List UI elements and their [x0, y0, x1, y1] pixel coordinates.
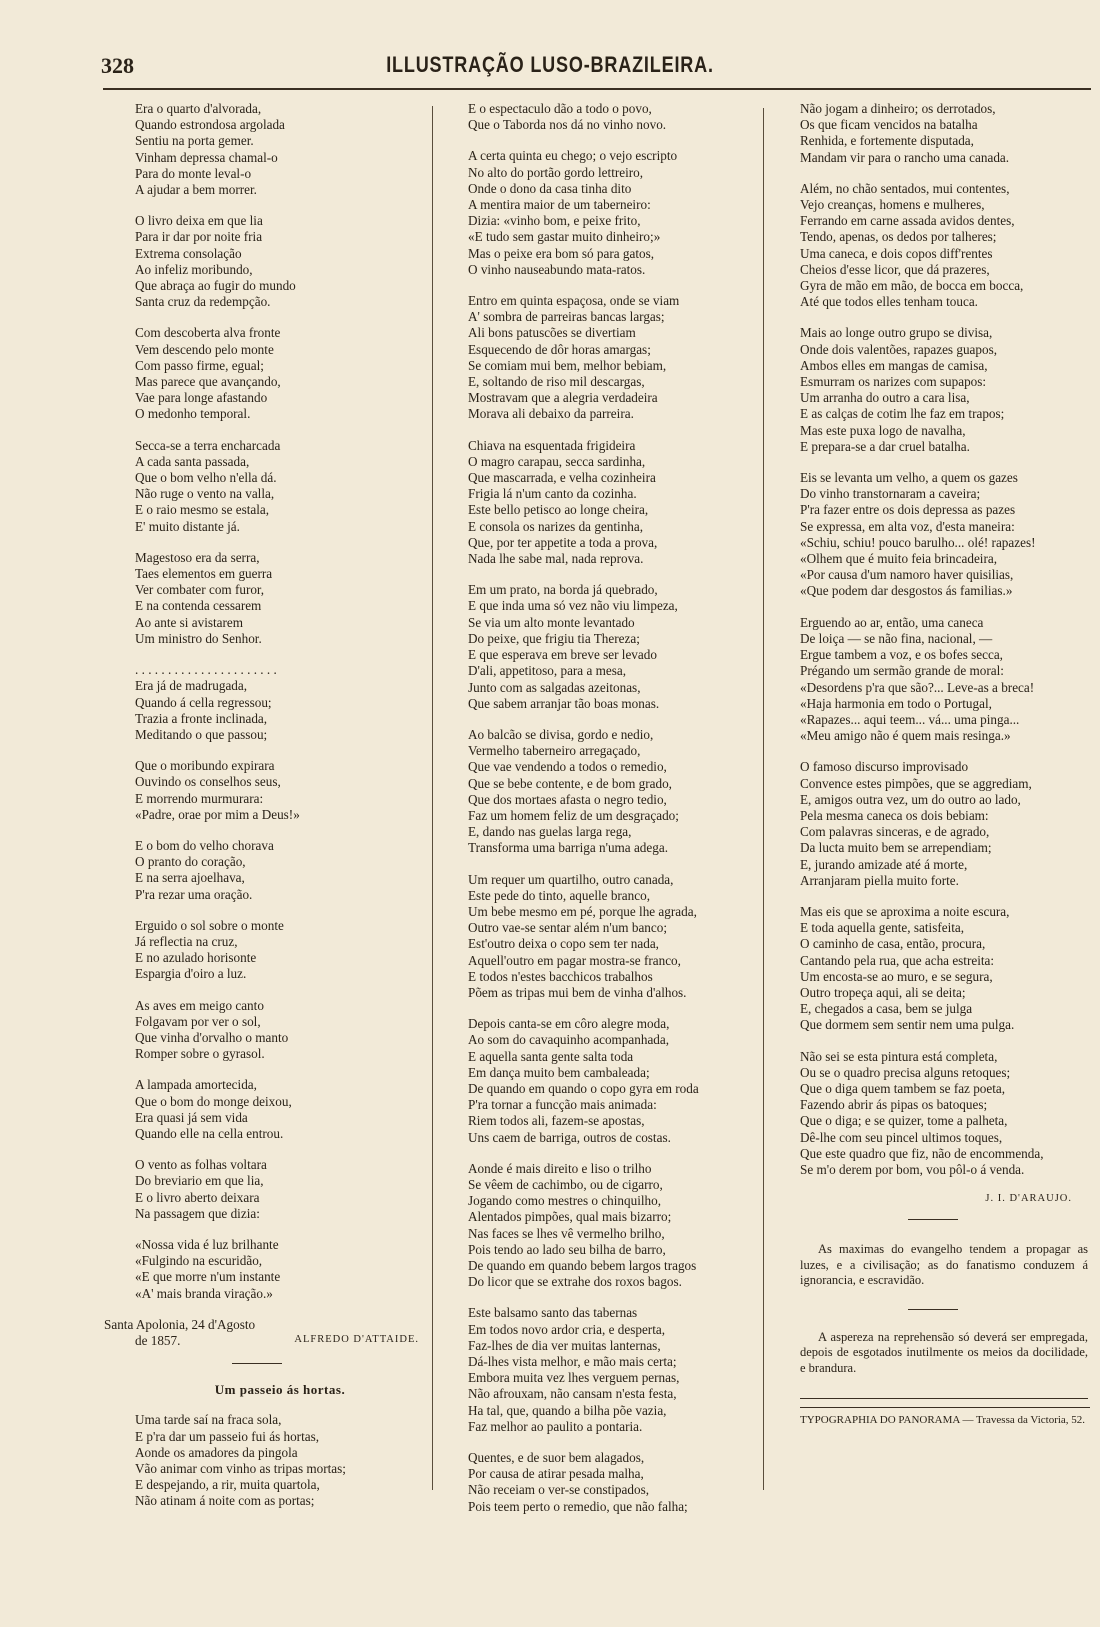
verse-line: «Schiu, schiu! pouco barulho... olé! rapazes!: [800, 534, 1036, 550]
verse-line: Este pede do tinto, aquelle branco,: [468, 887, 650, 903]
verse-line: Onde o dono da casa tinha dito: [468, 180, 632, 196]
stanza: [135, 213, 425, 310]
verse-line: Quando á cella regressou;: [135, 694, 272, 710]
stanza: [468, 872, 758, 1002]
verse-line: Fazendo abrir ás pipas os batoques;: [800, 1097, 988, 1113]
stanza: [800, 101, 1090, 166]
verse-line: «Por causa d'um namoro haver quisilias,: [800, 567, 1014, 583]
verse-line: Quando elle na cella entrou.: [135, 1125, 284, 1141]
poem-2-signature: J. I. D'ARAUJO.: [985, 1193, 1072, 1205]
verse-line: Aonde é mais direito e liso o trilho: [468, 1160, 652, 1176]
verse-line: E' muito distante já.: [135, 518, 240, 534]
verse-line: A mentira maior de um taberneiro:: [468, 197, 651, 213]
verse-line: Se comiam mui bem, melhor bebiam,: [468, 357, 667, 373]
verse-line: Um encosta-se ao muro, e se segura,: [800, 968, 993, 984]
verse-line: Se vêem de cachimbo, ou de cigarro,: [468, 1176, 663, 1192]
verse-line: Já reflectia na cruz,: [135, 933, 238, 949]
section-rule: [232, 1363, 282, 1364]
verse-line: P'ra tornar a funcção mais animada:: [468, 1097, 657, 1113]
verse-line: Em dança muito bem cambaleada;: [468, 1064, 650, 1080]
verse-line: P'ra rezar uma oração.: [135, 886, 253, 902]
verse-line: As aves em meigo canto: [135, 997, 264, 1013]
verse-line: Alentados pimpões, qual mais bizarro;: [468, 1209, 672, 1225]
poem-2-continuation: [468, 101, 758, 1515]
verse-line: Pois tendo ao lado seu bilha de barro,: [468, 1241, 666, 1257]
verse-line: O pranto do coração,: [135, 854, 246, 870]
verse-line: Tendo, apenas, os dedos por talheres;: [800, 229, 997, 245]
verse-line: Gyra de mão em mão, de bocca em bocca,: [800, 278, 1024, 294]
verse-line: P'ra fazer entre os dois depressa as pazes: [800, 502, 1016, 518]
verse-line: E na serra ajoelhava,: [135, 870, 245, 886]
verse-line: Para do monte leval-o: [135, 165, 252, 181]
verse-line: Não afrouxam, não cansam n'esta festa,: [468, 1386, 677, 1402]
verse-line: Embora muita vez lhes verguem pernas,: [468, 1370, 680, 1386]
verse-line: E todos n'estes bacchicos trabalhos: [468, 968, 653, 984]
dateline-place: Santa Apolonia, 24 d'Agosto: [104, 1316, 256, 1332]
verse-line: Os que ficam vencidos na batalha: [800, 117, 978, 133]
verse-line: «E tudo sem gastar muito dinheiro;»: [468, 229, 661, 245]
verse-line: Est'outro deixa o copo sem ter nada,: [468, 936, 659, 952]
verse-line: Da lucta muito bem se arrependiam;: [800, 840, 992, 856]
verse-line: E, soltando de riso mil descargas,: [468, 374, 645, 390]
verse-line: Mas eis que se aproxima a noite escura,: [800, 903, 1010, 919]
verse-line: Do licor que se extrahe dos roxos bagos.: [468, 1274, 682, 1290]
verse-line: Dê-lhe com seu pincel ultimos toques,: [800, 1129, 1003, 1145]
verse-line: Vinham depressa chamal-o: [135, 149, 278, 165]
verse-line: Ou se o quadro precisa alguns retoques;: [800, 1064, 1011, 1080]
verse-line: E que esperava em breve ser levado: [468, 647, 657, 663]
verse-line: «Que podem dar desgostos ás familias.»: [800, 583, 1013, 599]
verse-line: Magestoso era da serra,: [135, 549, 260, 565]
verse-line: E o espectaculo dão a todo o povo,: [468, 101, 652, 116]
page-header: [0, 0, 1100, 92]
printer-imprint: TYPOGRAPHIA DO PANORAMA — Travessa da Victoria, 52.: [800, 1407, 1090, 1428]
verse-line: Vermelho taberneiro arregaçado,: [468, 743, 641, 759]
stanza: [135, 838, 425, 903]
verse-line: Mas parece que avançando,: [135, 374, 281, 390]
stanza: [468, 438, 758, 568]
verse-line: Se expressa, em alta voz, d'esta maneira:: [800, 518, 1015, 534]
verse-line: Do breviario em que lia,: [135, 1173, 264, 1189]
verse-line: Jogando como mestres o chinquilho,: [468, 1193, 662, 1209]
verse-line: Com passo firme, egual;: [135, 357, 264, 373]
stanza: [135, 550, 425, 647]
stanza: [135, 325, 425, 422]
verse-line: Que sabem arranjar tão boas monas.: [468, 695, 660, 711]
verse-line: Outro tropeça aqui, ali se deita;: [800, 984, 966, 1000]
verse-line: Que o bom do monge deixou,: [135, 1093, 292, 1109]
verse-line: Eis se levanta um velho, a quem os gazes: [800, 470, 1018, 486]
verse-line: Ha tal, que, quando a bilha põe vazia,: [468, 1402, 667, 1418]
verse-line: Uns caem de barriga, outros de costas.: [468, 1129, 671, 1145]
verse-line: Um requer um quartilho, outro canada,: [468, 871, 674, 887]
verse-line: Que vae vendendo a todos o remedio,: [468, 759, 667, 775]
verse-line: Uma caneca, e dois copos diff'rentes: [800, 245, 993, 261]
verse-line: Mas o peixe era bom só para gatos,: [468, 245, 655, 261]
verse-line: Não ruge o vento na valla,: [135, 486, 275, 502]
verse-line: Que o diga quem tambem se faz poeta,: [800, 1080, 1006, 1096]
verse-line: Ali bons patuscões se divertiam: [468, 325, 636, 341]
verse-line: Vão animar com vinho as tripas mortas;: [135, 1461, 346, 1477]
verse-line: Que dos mortaes afasta o negro tedio,: [468, 791, 667, 807]
poem-2-conclusion: [800, 101, 1090, 1178]
verse-line: Quando estrondosa argolada: [135, 117, 285, 133]
verse-line: Que vinha d'orvalho o manto: [135, 1029, 289, 1045]
verse-line: Cantando pela rua, que acha estreita:: [800, 952, 995, 968]
stanza: [135, 662, 425, 743]
verse-line: Mas este puxa logo de navalha,: [800, 422, 966, 438]
verse-line: Por causa de atirar pesada malha,: [468, 1466, 644, 1482]
verse-line: Que, por ter appetite a toda a prova,: [468, 534, 658, 550]
column-2: [468, 101, 758, 1530]
verse-line: . . . . . . . . . . . . . . . . . . . . . .: [135, 662, 277, 678]
verse-line: Sentiu na porta gemer.: [135, 133, 254, 149]
stanza: [135, 918, 425, 983]
stanza: [468, 148, 758, 278]
verse-line: Vae para longe afastando: [135, 390, 268, 406]
verse-line: Que dormem sem sentir nem uma pulga.: [800, 1017, 1015, 1033]
verse-line: Vem descendo pelo monte: [135, 341, 274, 357]
dateline: [104, 1317, 255, 1349]
verse-line: Que abraça ao fugir do mundo: [135, 278, 296, 294]
verse-line: Mostravam que a alegria verdadeira: [468, 390, 658, 406]
verse-line: Ao ante si avistarem: [135, 614, 244, 630]
verse-line: Trazia a fronte inclinada,: [135, 710, 268, 726]
stanza: [135, 998, 425, 1063]
verse-line: O caminho de casa, então, procura,: [800, 936, 986, 952]
verse-line: E o bom do velho chorava: [135, 837, 274, 853]
verse-line: Extrema consolação: [135, 245, 242, 261]
stanza: [468, 1305, 758, 1435]
maxim-1: As maximas do evangelho tendem a propagar as luzes, e a civilisação; as do fanatismo conduzem á ignorancia, e escravidão.: [800, 1242, 1088, 1288]
verse-line: Era já de madrugada,: [135, 678, 248, 694]
verse-line: E as calças de cotim lhe faz em trapos;: [800, 406, 1005, 422]
verse-line: Em um prato, na borda já quebrado,: [468, 582, 658, 598]
verse-line: Além, no chão sentados, mui contentes,: [800, 180, 1010, 196]
verse-line: Este bello petisco ao longe cheira,: [468, 502, 649, 518]
stanza: [468, 101, 758, 133]
verse-line: Faz melhor ao paulito a pontaria.: [468, 1418, 643, 1434]
stanza: [800, 181, 1090, 311]
verse-line: Para ir dar por noite fria: [135, 229, 263, 245]
verse-line: «A' mais branda viração.»: [135, 1285, 273, 1301]
verse-line: A ajudar a bem morrer.: [135, 182, 257, 198]
verse-line: Junto com as salgadas azeitonas,: [468, 679, 641, 695]
verse-line: Dá-lhes vista melhor, e mão mais certa;: [468, 1354, 677, 1370]
verse-line: Vejo creanças, homens e mulheres,: [800, 197, 985, 213]
section-rule-3: [908, 1309, 958, 1310]
verse-line: Secca-se a terra encharcada: [135, 437, 281, 453]
verse-line: Não jogam a dinheiro; os derrotados,: [800, 101, 996, 116]
verse-line: O vinho nauseabundo mata-ratos.: [468, 261, 646, 277]
verse-line: No alto do portão gordo lettreiro,: [468, 164, 644, 180]
verse-line: E toda aquella gente, satisfeita,: [800, 920, 965, 936]
verse-line: A' sombra de parreiras bancas largas;: [468, 309, 665, 325]
poem-1-footer: [104, 1317, 419, 1349]
stanza: [800, 325, 1090, 455]
verse-line: E que inda uma só vez não viu limpeza,: [468, 598, 678, 614]
verse-line: De quando em quando o copo gyra em roda: [468, 1080, 699, 1096]
stanza: [468, 727, 758, 857]
column-1: [104, 101, 425, 1510]
poem-2-title: Um passeio ás hortas.: [214, 1382, 346, 1398]
verse-line: O medonho temporal.: [135, 406, 251, 422]
verse-line: «Meu amigo não é quem mais resinga.»: [800, 728, 1011, 744]
verse-line: Ao som do cavaquinho acompanhada,: [468, 1032, 670, 1048]
verse-line: E o livro aberto deixara: [135, 1189, 260, 1205]
verse-line: Se m'o derem por bom, vou pôl-o á venda.: [800, 1161, 1025, 1177]
verse-line: Era quasi já sem vida: [135, 1109, 248, 1125]
verse-line: E, chegados a casa, bem se julga: [800, 1001, 973, 1017]
stanza: [468, 293, 758, 423]
verse-line: Mais ao longe outro grupo se divisa,: [800, 325, 993, 341]
verse-line: Que se bebe contente, e de bom grado,: [468, 775, 672, 791]
page-number: 328: [101, 53, 134, 78]
verse-line: Ergue tambem a voz, e os bofes secca,: [800, 647, 1003, 663]
verse-line: Um ministro do Senhor.: [135, 630, 262, 646]
verse-line: Arranjaram piella muito forte.: [800, 872, 959, 888]
verse-line: Até que todos elles tenham touca.: [800, 294, 978, 310]
verse-line: Transforma uma barriga n'uma adega.: [468, 840, 669, 856]
verse-line: Ver combater com furor,: [135, 582, 265, 598]
stanza: [800, 615, 1090, 745]
verse-line: «Rapazes... aqui teem... vá... uma pinga...: [800, 711, 1020, 727]
verse-line: E no azulado horisonte: [135, 950, 257, 966]
stanza: [800, 470, 1090, 600]
verse-line: E, jurando amizade até á morte,: [800, 856, 968, 872]
verse-line: Morava ali debaixo da parreira.: [468, 406, 634, 422]
closing-rule: [800, 1398, 1088, 1399]
verse-line: Na passagem que dizia:: [135, 1205, 260, 1221]
verse-line: Mandam vir para o rancho uma canada.: [800, 149, 1010, 165]
verse-line: Meditando o que passou;: [135, 726, 268, 742]
verse-line: Frigia lá n'um canto da cozinha.: [468, 486, 637, 502]
verse-line: Esquecendo de dôr horas amargas;: [468, 341, 651, 357]
verse-line: E na contenda cessarem: [135, 598, 262, 614]
stanza: [135, 101, 425, 198]
verse-line: «Haja harmonia em todo o Portugal,: [800, 695, 992, 711]
verse-line: Um arranha do outro a cara lisa,: [800, 390, 970, 406]
verse-line: O vento as folhas voltara: [135, 1157, 267, 1173]
verse-line: Que mascarrada, e velha cozinheira: [468, 470, 656, 486]
verse-line: Faz um homem feliz de um desgraçado;: [468, 807, 679, 823]
verse-line: Faz-lhes de dia ver muitas lanternas,: [468, 1337, 661, 1353]
verse-line: Taes elementos em guerra: [135, 566, 273, 582]
poem-1-signature: ALFREDO D'ATTAIDE.: [294, 1334, 419, 1345]
verse-line: Com descoberta alva fronte: [135, 325, 281, 341]
verse-line: Quentes, e de suor bem alagados,: [468, 1450, 645, 1466]
poem-2-opening: [135, 1412, 425, 1509]
verse-line: «Desordens p'ra que são?... Leve-as a breca!: [800, 679, 1035, 695]
verse-line: E p'ra dar um passeio fui ás hortas,: [135, 1428, 320, 1444]
verse-line: «Padre, orae por mim a Deus!»: [135, 806, 300, 822]
verse-line: Que o diga; e se quizer, tome a palheta,: [800, 1113, 1008, 1129]
stanza: [800, 1049, 1090, 1179]
column-divider-2: [763, 108, 764, 1490]
verse-line: Não receiam o ver-se constipados,: [468, 1482, 649, 1498]
verse-line: Folgavam por ver o sol,: [135, 1013, 261, 1029]
maxim-2: A aspereza na reprehensão só deverá ser empregada, depois de esgotados inutilmente os meios da docilidade, e brandura.: [800, 1329, 1088, 1375]
poem-2-signature-wrap: [800, 1189, 1090, 1207]
verse-line: E morrendo murmurara:: [135, 790, 264, 806]
verse-line: Era o quarto d'alvorada,: [135, 101, 262, 116]
verse-line: Do vinho transtornaram a caveira;: [800, 486, 981, 502]
stanza: [135, 758, 425, 823]
verse-line: Põem as tripas mui bem de vinha d'alhos.: [468, 984, 687, 1000]
verse-line: E, dando nas guelas larga rega,: [468, 824, 632, 840]
verse-line: «Fulgindo na escuridão,: [135, 1253, 263, 1269]
stanza: [800, 904, 1090, 1034]
verse-line: Que este quadro que fiz, não de encommenda,: [800, 1145, 1044, 1161]
stanza: [468, 1016, 758, 1146]
verse-line: D'ali, appetitoso, para a mesa,: [468, 663, 627, 679]
verse-line: Nada lhe sabe mal, nada reprova.: [468, 551, 644, 567]
verse-line: «E que morre n'um instante: [135, 1269, 281, 1285]
verse-line: Outro vae-se sentar além n'um banco;: [468, 920, 668, 936]
verse-line: A cada santa passada,: [135, 453, 250, 469]
verse-line: Ambos elles em mangas de camisa,: [800, 357, 988, 373]
verse-line: Santa cruz da redempção.: [135, 294, 271, 310]
verse-line: E despejando, a rir, muita quartola,: [135, 1477, 320, 1493]
verse-line: E o raio mesmo se estala,: [135, 502, 270, 518]
verse-line: Que o bom velho n'ella dá.: [135, 470, 277, 486]
verse-line: Renhida, e fortemente disputada,: [800, 133, 974, 149]
verse-line: Não atinam á noite com as portas;: [135, 1493, 315, 1509]
verse-line: Com palavras sinceras, e de agrado,: [800, 824, 990, 840]
verse-line: Ao infeliz moribundo,: [135, 261, 253, 277]
verse-line: Ouvindo os conselhos seus,: [135, 774, 281, 790]
verse-line: Romper sobre o gyrasol.: [135, 1046, 265, 1062]
verse-line: Que o moribundo expirara: [135, 758, 275, 774]
verse-line: O livro deixa em que lia: [135, 213, 263, 229]
verse-line: Nas faces se lhes vê vermelho brilho,: [468, 1225, 665, 1241]
verse-line: Se via um alto monte levantado: [468, 614, 635, 630]
verse-line: Dizia: «vinho bom, e peixe frito,: [468, 213, 641, 229]
verse-line: Pois teem perto o remedio, que não falha;: [468, 1498, 688, 1514]
stanza: [468, 1161, 758, 1291]
verse-line: Que o Taborda nos dá no vinho novo.: [468, 117, 667, 133]
verse-line: E consola os narizes da gentinha,: [468, 518, 644, 534]
verse-line: O magro carapau, secca sardinha,: [468, 453, 646, 469]
verse-line: E aquella santa gente salta toda: [468, 1048, 634, 1064]
verse-line: Um bebe mesmo em pé, porque lhe agrada,: [468, 903, 697, 919]
verse-line: Este balsamo santo das tabernas: [468, 1305, 638, 1321]
verse-line: Riem todos ali, fazem-se apostas,: [468, 1113, 645, 1129]
verse-line: Erguendo ao ar, então, uma caneca: [800, 614, 984, 630]
verse-line: A certa quinta eu chego; o vejo escripto: [468, 148, 678, 164]
stanza: [135, 1157, 425, 1222]
verse-line: Uma tarde saí na fraca sola,: [135, 1412, 282, 1428]
verse-line: Esmurram os narizes com supapos:: [800, 374, 987, 390]
verse-line: Ao balcão se divisa, gordo e nedio,: [468, 726, 654, 742]
verse-line: E, amigos outra vez, um do outro ao lado,: [800, 791, 1021, 807]
verse-line: Prégando um sermão grande de moral:: [800, 663, 1004, 679]
verse-line: De loiça — se não fina, nacional, —: [800, 630, 993, 646]
verse-line: Depois canta-se em côro alegre moda,: [468, 1016, 670, 1032]
verse-line: Não sei se esta pintura está completa,: [800, 1048, 998, 1064]
verse-line: Pela mesma caneca os dois bebiam:: [800, 807, 989, 823]
verse-line: E prepara-se a dar cruel batalha.: [800, 438, 970, 454]
section-rule-2: [908, 1219, 958, 1220]
dateline-year: de 1857.: [135, 1333, 181, 1348]
poem-1: [135, 101, 425, 1302]
verse-line: Espargia d'oiro a luz.: [135, 966, 247, 982]
stanza: [468, 1450, 758, 1515]
verse-line: Erguido o sol sobre o monte: [135, 917, 284, 933]
column-3: [800, 101, 1090, 1429]
verse-line: Do peixe, que frigiu tia Thereza;: [468, 630, 640, 646]
verse-line: Ferrando em carne assada avidos dentes,: [800, 213, 1015, 229]
column-divider-1: [432, 106, 433, 1490]
verse-line: O famoso discurso improvisado: [800, 759, 969, 775]
header-rule: [103, 88, 1091, 90]
verse-line: Aquell'outro em pagar mostra-se franco,: [468, 952, 681, 968]
verse-line: Aonde os amadores da pingola: [135, 1444, 298, 1460]
verse-line: Em todos novo ardor cria, e desperta,: [468, 1321, 666, 1337]
stanza: [135, 1237, 425, 1302]
stanza: [135, 438, 425, 535]
verse-line: «Olhem que é muito feia brincadeira,: [800, 551, 998, 567]
verse-line: A lampada amortecida,: [135, 1077, 257, 1093]
masthead-title: ILLUSTRAÇÃO LUSO-BRAZILEIRA.: [386, 52, 714, 77]
verse-line: Onde dois valentões, rapazes guapos,: [800, 341, 998, 357]
stanza: [468, 582, 758, 712]
verse-line: Convence estes pimpões, que se aggrediam,: [800, 775, 1032, 791]
verse-line: De quando em quando bebem largos tragos: [468, 1258, 697, 1273]
stanza: [800, 759, 1090, 889]
verse-line: «Nossa vida é luz brilhante: [135, 1236, 279, 1252]
stanza: [135, 1077, 425, 1142]
verse-line: Entro em quinta espaçosa, onde se viam: [468, 293, 680, 309]
verse-line: Cheios d'esse licor, que dá prazeres,: [800, 261, 990, 277]
verse-line: Chiava na esquentada frigideira: [468, 437, 636, 453]
